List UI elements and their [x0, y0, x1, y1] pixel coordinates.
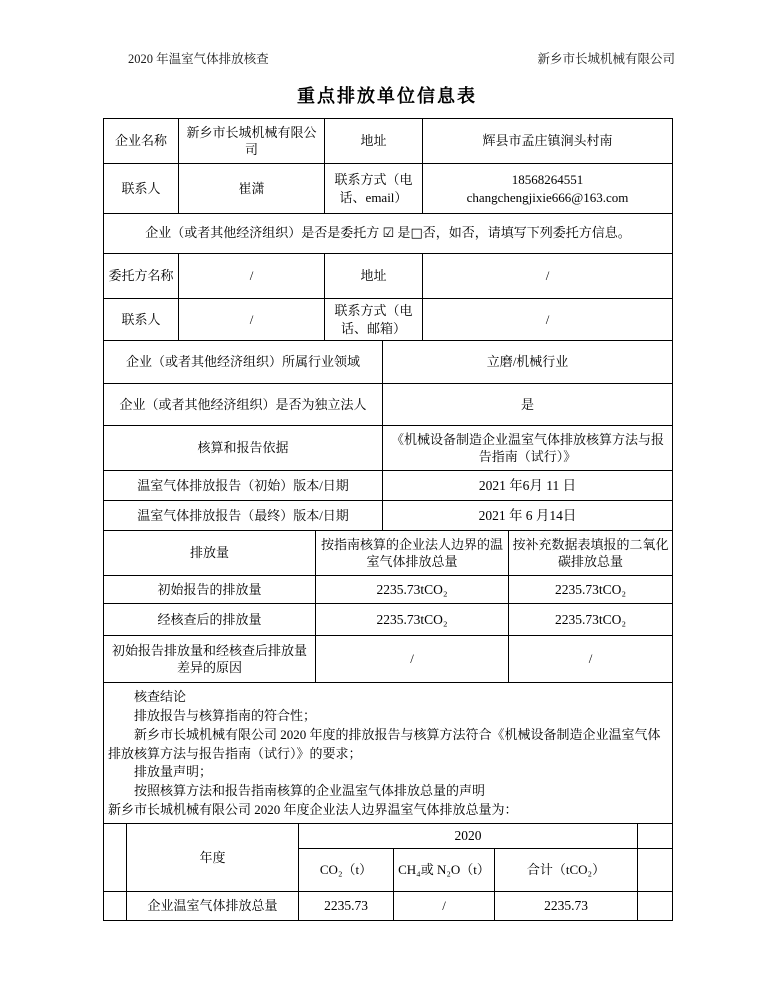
client-address-label: 地址 [325, 254, 423, 299]
summary-right-spacer-cell [638, 892, 673, 921]
company-name-label: 企业名称 [104, 119, 179, 164]
main-table [103, 118, 674, 921]
basis-label: 核算和报告依据 [104, 426, 383, 471]
conclusion-line: 新乡市长城机械有限公司 2020 年度的排放报告与核算方法符合《机械设备制造企业温室气体排放核算方法与报告指南（试行）》的要求； [108, 726, 661, 761]
summary-right-spacer-cell [638, 824, 673, 849]
checkbox-yes-label: 是 [397, 225, 411, 241]
co2-value: 2235.73 [299, 892, 394, 921]
verified-supplement-value: 2235.73tCO₂ [509, 604, 673, 636]
contact-method-label: 联系方式（电话、email） [325, 164, 423, 214]
emissions-header-label: 排放量 [104, 531, 316, 576]
table-row [104, 119, 673, 164]
table-row [104, 501, 673, 531]
year-label: 年度 [127, 824, 299, 892]
basic-info-table [103, 118, 673, 341]
phone-value: 18568264551 [511, 172, 584, 188]
ch4-n2o-value: / [394, 892, 495, 921]
conclusion-line: 新乡市长城机械有限公司 2020 年度企业法人边界温室气体排放总量为： [108, 802, 518, 818]
table-row [104, 341, 673, 384]
initial-report-date: 2021 年6月 11 日 [383, 471, 673, 501]
client-address-value: / [423, 254, 673, 299]
difference-supplement-value: / [509, 636, 673, 683]
summary-table [103, 823, 673, 921]
client-contact-method-value: / [423, 299, 673, 341]
summary-left-spacer-cell [104, 824, 127, 892]
ch4-n2o-column-header: CH₄或 N₂O（t） [394, 849, 495, 892]
contact-method-value [423, 164, 673, 214]
header-right-text: 新乡市长城机械有限公司 [537, 52, 675, 66]
conclusion-line: 排放报告与核算指南的符合性； [134, 707, 317, 723]
emissions-table [103, 530, 673, 683]
table-row [104, 254, 673, 299]
verified-guideline-value: 2235.73tCO₂ [316, 604, 509, 636]
table-row [104, 604, 673, 636]
contact-value: 崔潇 [179, 164, 325, 214]
supplement-column-header: 按补充数据表填报的二氧化碳排放总量 [509, 531, 673, 576]
table-row [104, 892, 673, 921]
total-column-header: 合计（tCO₂） [495, 849, 638, 892]
total-emissions-row-label: 企业温室气体排放总量 [127, 892, 299, 921]
industry-label: 企业（或者其他经济组织）所属行业领域 [104, 341, 383, 384]
client-contact-label: 联系人 [104, 299, 179, 341]
checkbox-no-unchecked-icon: □ [410, 226, 423, 242]
table-row [104, 531, 673, 576]
initial-supplement-value: 2235.73tCO₂ [509, 576, 673, 604]
table-row [104, 299, 673, 341]
page-title: 重点排放单位信息表 [297, 86, 477, 106]
conclusion-line: 排放量声明； [134, 764, 213, 780]
guideline-column-header: 按指南核算的企业法人边界的温室气体排放总量 [316, 531, 509, 576]
address-label: 地址 [325, 119, 423, 164]
table-row [104, 636, 673, 683]
year-value: 2020 [299, 824, 638, 849]
industry-value: 立磨/机械行业 [383, 341, 673, 384]
difference-guideline-value: / [316, 636, 509, 683]
summary-left-spacer-cell [104, 892, 127, 921]
conclusion-cell [104, 683, 673, 824]
total-value: 2235.73 [495, 892, 638, 921]
client-name-value: / [179, 254, 325, 299]
table-row [104, 471, 673, 501]
legal-person-label: 企业（或者其他经济组织）是否为独立法人 [104, 384, 383, 426]
conclusion-line: 按照核算方法和报告指南核算的企业温室气体排放总量的声明 [134, 783, 486, 799]
basis-value: 《机械设备制造企业温室气体排放核算方法与报告指南（试行）》 [383, 426, 673, 471]
verified-emissions-label: 经核查后的排放量 [104, 604, 316, 636]
client-name-label: 委托方名称 [104, 254, 179, 299]
client-contact-value: / [179, 299, 325, 341]
table-row [104, 384, 673, 426]
legal-person-value: 是 [383, 384, 673, 426]
conclusion-line: 核查结论 [134, 689, 187, 704]
client-question-text: 企业（或者其他经济组织）是否是委托方 [145, 225, 380, 241]
email-value: changchengjixie666@163.com [466, 189, 629, 205]
initial-guideline-value: 2235.73tCO₂ [316, 576, 509, 604]
checkbox-yes-checked-icon: ☑ [382, 226, 395, 242]
summary-right-spacer-cell [638, 849, 673, 892]
co2-column-header: CO₂（t） [299, 849, 394, 892]
table-row [104, 214, 673, 254]
difference-reason-label: 初始报告排放量和经核查后排放量差异的原因 [104, 636, 316, 683]
client-contact-method-label: 联系方式（电话、邮箱） [325, 299, 423, 341]
final-report-date: 2021 年 6 月14日 [383, 501, 673, 531]
final-report-label: 温室气体排放报告（最终）版本/日期 [104, 501, 383, 531]
table-row [104, 576, 673, 604]
company-name-value: 新乡市长城机械有限公司 [179, 119, 325, 164]
address-value: 辉县市孟庄镇涧头村南 [423, 119, 673, 164]
client-question-cell [104, 214, 673, 254]
contact-label: 联系人 [104, 164, 179, 214]
table-row [104, 164, 673, 214]
company-details-table [103, 340, 673, 531]
running-header [128, 49, 675, 67]
table-row [104, 824, 673, 849]
conclusion-table [103, 682, 673, 824]
initial-report-label: 温室气体排放报告（初始）版本/日期 [104, 471, 383, 501]
table-row [104, 683, 673, 824]
table-row [104, 426, 673, 471]
header-left-text: 2020 年温室气体排放核查 [128, 52, 269, 66]
initial-emissions-label: 初始报告的排放量 [104, 576, 316, 604]
checkbox-no-label: 否，如否，请填写下列委托方信息。 [422, 225, 631, 241]
